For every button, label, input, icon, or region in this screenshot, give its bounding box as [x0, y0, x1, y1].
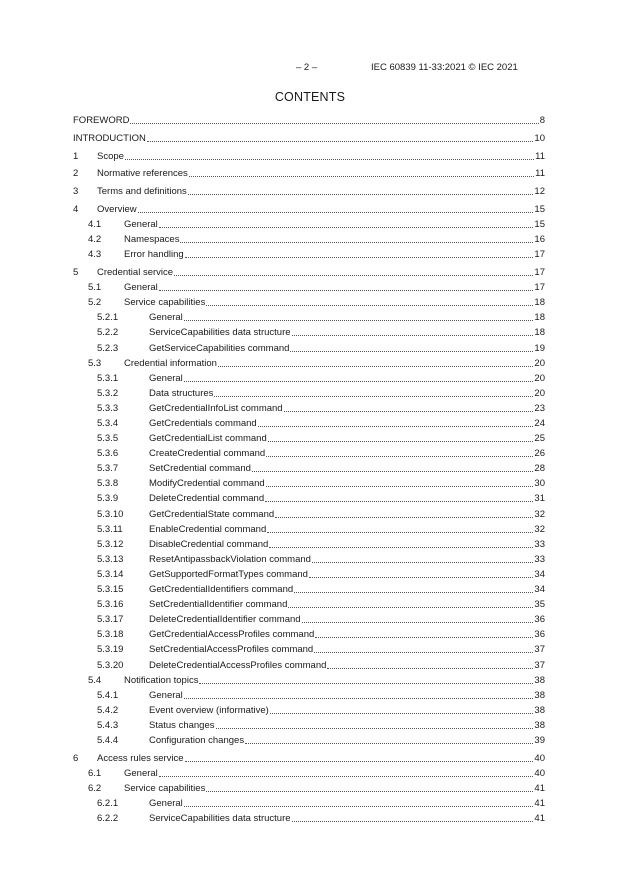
toc-entry-number: 5.3.6: [97, 448, 119, 460]
toc-entry[interactable]: [73, 215, 545, 230]
toc-entry-page: 17: [534, 267, 545, 279]
toc-dot-leader: [312, 562, 533, 563]
toc-entry-title: General: [124, 767, 158, 779]
toc-entry-page: 16: [534, 234, 545, 246]
toc-entry-page: 32: [534, 508, 545, 520]
toc-dot-leader: [265, 501, 533, 502]
toc-entry-title: Terms and definitions: [97, 186, 187, 198]
toc-entry-page: 17: [534, 249, 545, 261]
toc-entry-number: 3: [73, 186, 79, 198]
toc-dot-leader: [302, 622, 534, 623]
toc-entry-number: 5.3: [88, 357, 102, 369]
toc-dot-leader: [125, 159, 534, 160]
toc-dot-leader: [267, 532, 533, 533]
toc-entry-number: 5: [73, 267, 79, 279]
toc-dot-leader: [159, 290, 534, 291]
toc-entry-page: 20: [534, 372, 545, 384]
toc-entry[interactable]: [73, 701, 545, 716]
toc-entry-page: 12: [534, 186, 545, 198]
toc-entry-number: 1: [73, 150, 79, 162]
toc-entry[interactable]: [73, 640, 545, 655]
toc-dot-leader: [266, 486, 534, 487]
toc-entry[interactable]: [73, 338, 545, 353]
toc-entry-title: Normative references: [97, 168, 188, 180]
toc-entry[interactable]: [73, 686, 545, 701]
toc-entry-page: 37: [534, 659, 545, 671]
toc-entry-page: 19: [534, 342, 545, 354]
toc-entry[interactable]: [73, 263, 545, 278]
toc-entry-title: Access rules service: [97, 752, 184, 764]
toc-entry-number: 6.2: [88, 782, 102, 794]
toc-entry-page: 23: [534, 402, 545, 414]
toc-entry-number: 6.2.2: [97, 813, 119, 825]
toc-entry-number: 5.4: [88, 674, 102, 686]
toc-entry-page: 40: [534, 752, 545, 764]
toc-entry[interactable]: [73, 565, 545, 580]
toc-entry-title: General: [124, 219, 158, 231]
toc-entry-title: GetCredentials command: [149, 418, 257, 429]
toc-entry-number: 5.2.2: [97, 327, 119, 339]
toc-entry-number: 5.3.11: [97, 523, 123, 535]
toc-entry-page: 10: [534, 132, 545, 144]
toc-entry[interactable]: [73, 459, 545, 474]
toc-dot-leader: [315, 637, 533, 638]
toc-entry-number: 5.3.1: [97, 372, 119, 384]
toc-entry-title: Credential information: [124, 357, 217, 369]
toc-entry-page: 38: [534, 674, 545, 686]
toc-entry-title: Credential service: [97, 267, 174, 279]
toc-entry[interactable]: [73, 147, 545, 162]
toc-dot-leader: [159, 776, 534, 777]
toc-dot-leader: [290, 351, 533, 352]
toc-entry-title: DeleteCredentialAccessProfiles command: [149, 659, 327, 671]
toc-entry-number: 5.1: [88, 282, 102, 294]
toc-entry-page: 31: [534, 493, 545, 505]
toc-entry-title: General: [124, 282, 158, 294]
toc-entry-title: DisableCredential command: [149, 538, 269, 550]
toc-entry[interactable]: [73, 474, 545, 489]
toc-entry-title: DeleteCredentialIdentifier command: [149, 614, 301, 626]
toc-entry-number: 2: [73, 168, 79, 180]
toc-entry[interactable]: [73, 535, 545, 550]
toc-entry[interactable]: [73, 414, 545, 429]
toc-entry[interactable]: [73, 245, 545, 260]
toc-dot-leader: [199, 683, 533, 684]
toc-entry-page: 32: [534, 523, 545, 535]
toc-entry-page: 26: [534, 448, 545, 460]
toc-entry[interactable]: [73, 308, 545, 323]
toc-entry-page: 18: [534, 327, 545, 339]
toc-entry[interactable]: [73, 200, 545, 215]
toc-dot-leader: [206, 791, 533, 792]
toc-entry-title: GetCredentialInfoList command: [149, 402, 283, 414]
toc-entry-page: 35: [534, 599, 545, 611]
toc-entry-title: ServiceCapabilities data structure: [149, 327, 291, 339]
toc-entry[interactable]: [73, 779, 545, 794]
toc-entry-title: GetCredentialAccessProfiles command: [149, 629, 315, 641]
toc-entry-page: 18: [534, 297, 545, 309]
toc-dot-leader: [288, 607, 533, 608]
toc-dot-leader: [189, 176, 534, 177]
toc-entry[interactable]: [73, 164, 545, 179]
toc-entry-page: 30: [534, 478, 545, 490]
toc-entry[interactable]: [73, 550, 545, 565]
toc-entry-page: 28: [534, 463, 545, 475]
toc-entry-number: 5.3.7: [97, 463, 119, 475]
toc-entry-title: Service capabilities: [124, 297, 206, 309]
toc-dot-leader: [130, 123, 538, 124]
toc-entry-number: 5.3.5: [97, 433, 119, 445]
toc-entry[interactable]: [73, 182, 545, 197]
toc-entry-number: 6: [73, 752, 79, 764]
toc-entry-title: SetCredentialAccessProfiles command: [149, 644, 314, 656]
toc-entry-number: 5.3.2: [97, 387, 119, 399]
toc-dot-leader: [258, 426, 534, 427]
toc-entry-title: GetSupportedFormatTypes command: [149, 568, 308, 580]
toc-entry-page: 34: [534, 584, 545, 596]
toc-dot-leader: [252, 471, 534, 472]
toc-entry-number: 5.2.3: [97, 342, 119, 354]
toc-entry-page: 11: [535, 150, 545, 162]
toc-entry-number: 4.2: [88, 234, 102, 246]
toc-entry-title: ServiceCapabilities data structure: [149, 813, 291, 825]
toc-entry-number: 5.3.8: [97, 478, 119, 490]
page-number: – 2 –: [296, 62, 318, 73]
toc-entry-page: 18: [534, 312, 545, 324]
toc-entry-number: 5.3.12: [97, 538, 124, 550]
toc-entry-page: 17: [534, 282, 545, 294]
toc-entry[interactable]: [73, 323, 545, 338]
toc-entry-page: 11: [535, 168, 545, 180]
toc-entry[interactable]: [73, 354, 545, 369]
toc-dot-leader: [292, 335, 534, 336]
toc-entry-number: 5.3.20: [97, 659, 124, 671]
toc-entry[interactable]: [73, 520, 545, 535]
toc-entry[interactable]: [73, 655, 545, 670]
toc-dot-leader: [138, 212, 534, 213]
toc-entry-page: 20: [534, 357, 545, 369]
toc-entry[interactable]: [73, 716, 545, 731]
toc-dot-leader: [184, 806, 534, 807]
toc-dot-leader: [269, 547, 533, 548]
toc-entry-page: 38: [534, 704, 545, 716]
toc-entry-number: 5.3.13: [97, 553, 124, 565]
toc-entry[interactable]: [73, 111, 545, 126]
toc-entry-page: 8: [539, 115, 545, 127]
toc-entry[interactable]: [73, 444, 545, 459]
toc-entry-number: 5.3.9: [97, 493, 119, 505]
toc-entry-page: 38: [534, 689, 545, 701]
toc-entry[interactable]: [73, 764, 545, 779]
toc-dot-leader: [185, 761, 534, 762]
toc-entry[interactable]: [73, 129, 545, 144]
toc-entry[interactable]: [73, 230, 545, 245]
toc-dot-leader: [294, 592, 533, 593]
toc-entry-title: ResetAntipassbackViolation command: [149, 553, 311, 565]
toc-entry[interactable]: [73, 749, 545, 764]
toc-dot-leader: [268, 441, 534, 442]
toc-entry-title: GetCredentialIdentifiers command: [149, 584, 294, 596]
toc-entry-number: 5.3.4: [97, 418, 119, 429]
toc-entry-title: CreateCredential command: [149, 448, 266, 460]
toc-entry-title: Configuration changes: [149, 734, 245, 746]
toc-entry-page: 25: [534, 433, 545, 445]
toc-entry-title: DeleteCredential command: [149, 493, 265, 505]
toc-entry-title: Notification topics: [124, 674, 199, 686]
toc-entry-page: 37: [534, 644, 545, 656]
toc-entry-page: 36: [534, 614, 545, 626]
toc-entry-title: Namespaces: [124, 234, 180, 246]
toc-entry-number: 5.3.3: [97, 402, 119, 414]
toc-entry-title: General: [149, 798, 183, 810]
toc-entry-number: 4: [73, 204, 79, 215]
toc-entry-number: 5.2.1: [97, 312, 119, 324]
toc-entry-page: 15: [534, 219, 545, 231]
toc-entry[interactable]: [73, 794, 545, 809]
toc-entry-page: 33: [534, 553, 545, 565]
toc-entry-title: GetCredentialState command: [149, 508, 275, 520]
toc-dot-leader: [159, 227, 534, 228]
toc-dot-leader: [188, 194, 534, 195]
toc-entry-title: General: [149, 372, 183, 384]
toc-dot-leader: [180, 242, 533, 243]
toc-entry-number: 5.3.14: [97, 568, 124, 580]
toc-entry-title: General: [149, 689, 183, 701]
toc-entry-number: 4.1: [88, 219, 102, 231]
toc-dot-leader: [147, 141, 534, 142]
page-title: CONTENTS: [274, 90, 346, 104]
toc-dot-leader: [214, 396, 533, 397]
toc-dot-leader: [309, 577, 533, 578]
toc-dot-leader: [266, 456, 533, 457]
toc-dot-leader: [314, 652, 533, 653]
toc-entry-page: 15: [534, 204, 545, 215]
toc-entry-page: 34: [534, 568, 545, 580]
toc-entry-number: 5.3.17: [97, 614, 124, 626]
toc-entry-number: 5.3.15: [97, 584, 124, 596]
toc-entry-title: EnableCredential command: [149, 523, 267, 535]
toc-entry-title: SetCredentialIdentifier command: [149, 599, 288, 611]
toc-dot-leader: [245, 743, 533, 744]
toc-entry-title: Scope: [97, 150, 124, 162]
toc-entry-title: ModifyCredential command: [149, 478, 265, 490]
toc-dot-leader: [184, 381, 534, 382]
toc-dot-leader: [216, 728, 534, 729]
toc-entry-title: General: [149, 312, 183, 324]
toc-entry-page: 40: [534, 767, 545, 779]
toc-entry-title: Status changes: [149, 719, 215, 731]
standard-reference: IEC 60839 11-33:2021 © IEC 2021: [371, 62, 518, 73]
toc-entry[interactable]: [73, 809, 545, 824]
toc-dot-leader: [292, 821, 534, 822]
toc-dot-leader: [275, 517, 533, 518]
toc-entry[interactable]: [73, 595, 545, 610]
toc-dot-leader: [284, 411, 534, 412]
toc-entry-number: 5.2: [88, 297, 102, 309]
toc-entry[interactable]: [73, 489, 545, 504]
toc-entry-page: 41: [534, 813, 545, 825]
toc-entry-title: GetServiceCapabilities command: [149, 342, 290, 354]
toc-dot-leader: [327, 668, 533, 669]
toc-entry-title: Data structures: [149, 387, 214, 399]
toc-entry[interactable]: [73, 429, 545, 444]
toc-entry[interactable]: [73, 293, 545, 308]
toc-entry[interactable]: [73, 504, 545, 519]
toc-entry-number: 5.3.18: [97, 629, 124, 641]
toc-entry-page: 39: [534, 734, 545, 746]
toc-entry-number: 5.3.19: [97, 644, 124, 656]
toc-entry[interactable]: [73, 278, 545, 293]
toc-entry-title: Error handling: [124, 249, 184, 261]
toc-entry[interactable]: [73, 399, 545, 414]
toc-entry-title: Overview: [97, 204, 137, 215]
toc-dot-leader: [270, 713, 534, 714]
toc-dot-leader: [206, 305, 533, 306]
toc-entry-number: 6.1: [88, 767, 102, 779]
toc-entry-number: 5.3.10: [97, 508, 124, 520]
toc-dot-leader: [184, 698, 534, 699]
toc-entry[interactable]: [73, 580, 545, 595]
toc-dot-leader: [218, 366, 533, 367]
toc-entry-number: 4.3: [88, 249, 102, 261]
toc-entry-title: INTRODUCTION: [73, 132, 146, 144]
toc-entry-page: 33: [534, 538, 545, 550]
toc-entry-title: GetCredentialList command: [149, 433, 267, 445]
toc-entry-title: Event overview (informative): [149, 704, 269, 716]
toc-entry-number: 5.4.4: [97, 734, 119, 746]
toc-entry-number: 5.4.1: [97, 689, 119, 701]
toc-entry[interactable]: [73, 731, 545, 746]
toc-entry-page: 38: [534, 719, 545, 731]
toc-entry[interactable]: [73, 671, 545, 686]
toc-entry-page: 24: [534, 418, 545, 429]
toc-entry-number: 6.2.1: [97, 798, 119, 810]
toc-entry-page: 20: [534, 387, 545, 399]
toc-entry-page: 41: [534, 798, 545, 810]
toc-entry-number: 5.4.2: [97, 704, 119, 716]
toc-entry-number: 5.3.16: [97, 599, 124, 611]
toc-entry[interactable]: [73, 384, 545, 399]
toc-entry-title: SetCredential command: [149, 463, 251, 475]
toc-entry-title: FOREWORD: [73, 115, 130, 127]
toc-dot-leader: [185, 257, 534, 258]
toc-entry-number: 5.4.3: [97, 719, 119, 731]
toc-entry[interactable]: [73, 610, 545, 625]
toc-entry[interactable]: [73, 625, 545, 640]
toc-dot-leader: [174, 275, 533, 276]
toc-entry-page: 36: [534, 629, 545, 641]
table-of-contents: [73, 111, 545, 824]
toc-entry-title: Service capabilities: [124, 782, 206, 794]
toc-dot-leader: [184, 320, 534, 321]
toc-entry-page: 41: [534, 782, 545, 794]
toc-entry[interactable]: [73, 369, 545, 384]
